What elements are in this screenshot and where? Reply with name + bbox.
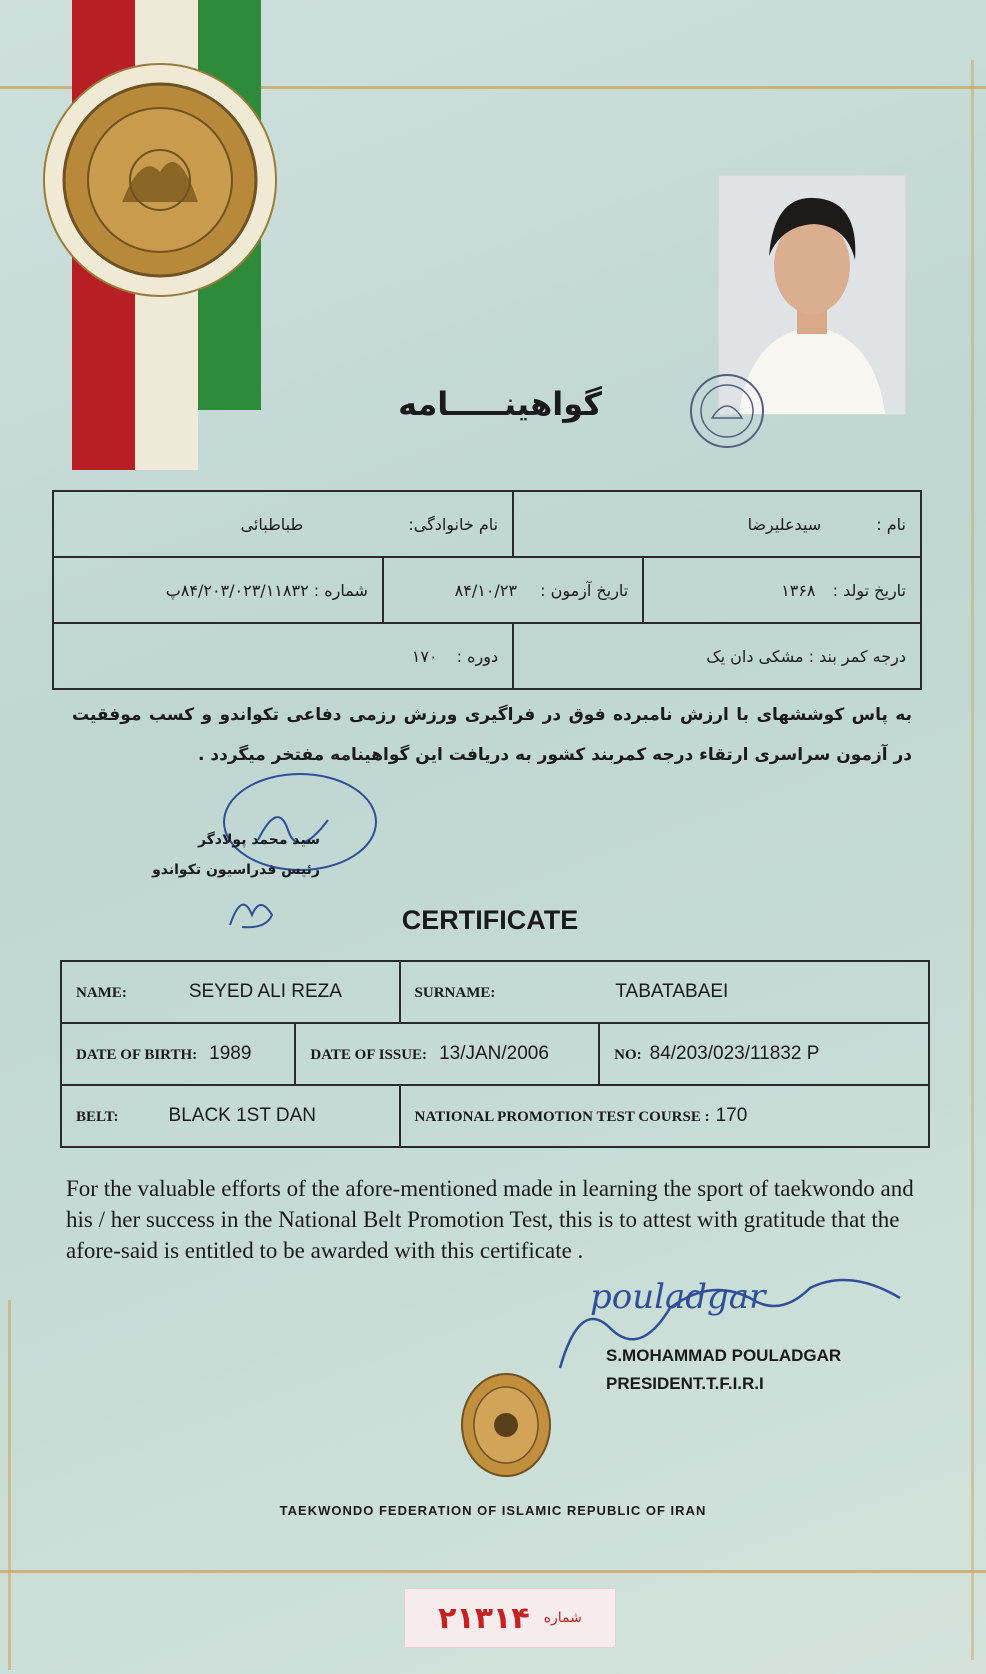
federation-medal-icon — [42, 62, 278, 298]
table-row — [61, 1085, 929, 1147]
table-row — [61, 961, 929, 1023]
english-title: CERTIFICATE — [401, 905, 579, 935]
en-issue-label: DATE OF ISSUE: — [310, 1047, 428, 1063]
fa-exam-date-value: ۸۴/۱۰/۲۳ — [454, 580, 517, 600]
persian-info-table — [52, 490, 922, 690]
en-course-label: NATIONAL PROMOTION TEST COURSE : — [414, 1109, 710, 1125]
en-dob-value: 1989 — [209, 1043, 252, 1064]
federation-small-seal-icon — [460, 1372, 552, 1478]
fa-belt-value: مشکی دان یک — [706, 646, 804, 666]
persian-signer — [120, 825, 320, 885]
en-no-value: 84/203/023/11832 P — [649, 1043, 820, 1064]
en-signer-title: PRESIDENT.T.F.I.R.I — [606, 1374, 764, 1393]
fa-birth-value: ۱۳۶۸ — [781, 580, 816, 600]
fa-name-label: نام : — [876, 514, 906, 534]
table-row — [53, 491, 921, 557]
fa-signer-title: رئیس فدراسیون تکواندو — [152, 862, 320, 878]
en-name-value: SEYED ALI REZA — [188, 981, 342, 1002]
bottom-gold-border — [0, 1570, 986, 1573]
en-issue-value: 13/JAN/2006 — [439, 1043, 549, 1064]
fa-belt-label: درجه کمر بند : — [808, 646, 906, 666]
english-paragraph: For the valuable efforts of the afore-mentioned made in learning the sport of taekwondo and his / her success in the National Belt Promotion Test, this is to attest with gratitude that the afore-said is entitled to be awarded with this certificate . — [66, 1176, 914, 1263]
persian-paragraph: به پاس کوششهای با ارزش نامبرده فوق در فراگیری ورزش رزمی دفاعی تکواندو و کسب موفقیت در آزمون سراسری ارتقاء درجه کمربند کشور به دریافت این گواهینامه مفتخر میگردد . — [72, 705, 912, 765]
fa-birth-label: تاریخ تولد : — [832, 580, 906, 600]
persian-title: گواهینـــــامه — [398, 385, 602, 423]
federation-name: TAEKWONDO FEDERATION OF ISLAMIC REPUBLIC OF IRAN — [279, 1503, 707, 1518]
fa-exam-date-label: تاریخ آزمون : — [540, 580, 629, 600]
initials-signature-icon — [222, 885, 282, 935]
en-surname-value: TABATABAEI — [615, 981, 729, 1002]
left-ornament — [8, 1300, 51, 1670]
en-dob-label: DATE OF BIRTH: — [76, 1047, 198, 1063]
en-course-value: 170 — [715, 1105, 748, 1126]
english-info-table — [60, 960, 930, 1148]
en-surname-label: SURNAME: — [414, 985, 496, 1001]
en-signer-name: S.MOHAMMAD POULADGAR — [606, 1346, 842, 1365]
signature-text: pouladgar — [590, 1277, 766, 1317]
fa-number-value: ۸۴/۲۰۳/۰۲۳/۱۱۸۳۲پ — [165, 580, 309, 600]
table-row — [53, 557, 921, 623]
fa-course-value: ۱۷۰ — [411, 646, 438, 666]
en-belt-label: BELT: — [76, 1109, 119, 1125]
table-row — [61, 1023, 929, 1085]
en-name-label: NAME: — [76, 985, 127, 1001]
serial-value: ۲۱۳۱۴ — [438, 1600, 530, 1636]
serial-label: شماره — [543, 1610, 582, 1626]
fa-name-value: سیدعلیرضا — [747, 514, 822, 534]
en-belt-value: BLACK 1ST DAN — [168, 1105, 317, 1126]
federation-stamp-icon — [688, 372, 766, 450]
fa-signer-name: سید محمد پولادگر — [197, 832, 320, 848]
en-no-label: NO: — [614, 1047, 642, 1063]
right-ornament — [941, 60, 974, 1660]
fa-course-label: دوره : — [456, 646, 499, 666]
table-row — [53, 623, 921, 689]
fa-surname-label: نام خانوادگی: — [408, 514, 499, 534]
english-signer — [606, 1342, 841, 1398]
fa-surname-value: طباطبائی — [240, 514, 304, 534]
fa-number-label: شماره : — [313, 580, 368, 600]
serial-number-box — [404, 1588, 616, 1648]
